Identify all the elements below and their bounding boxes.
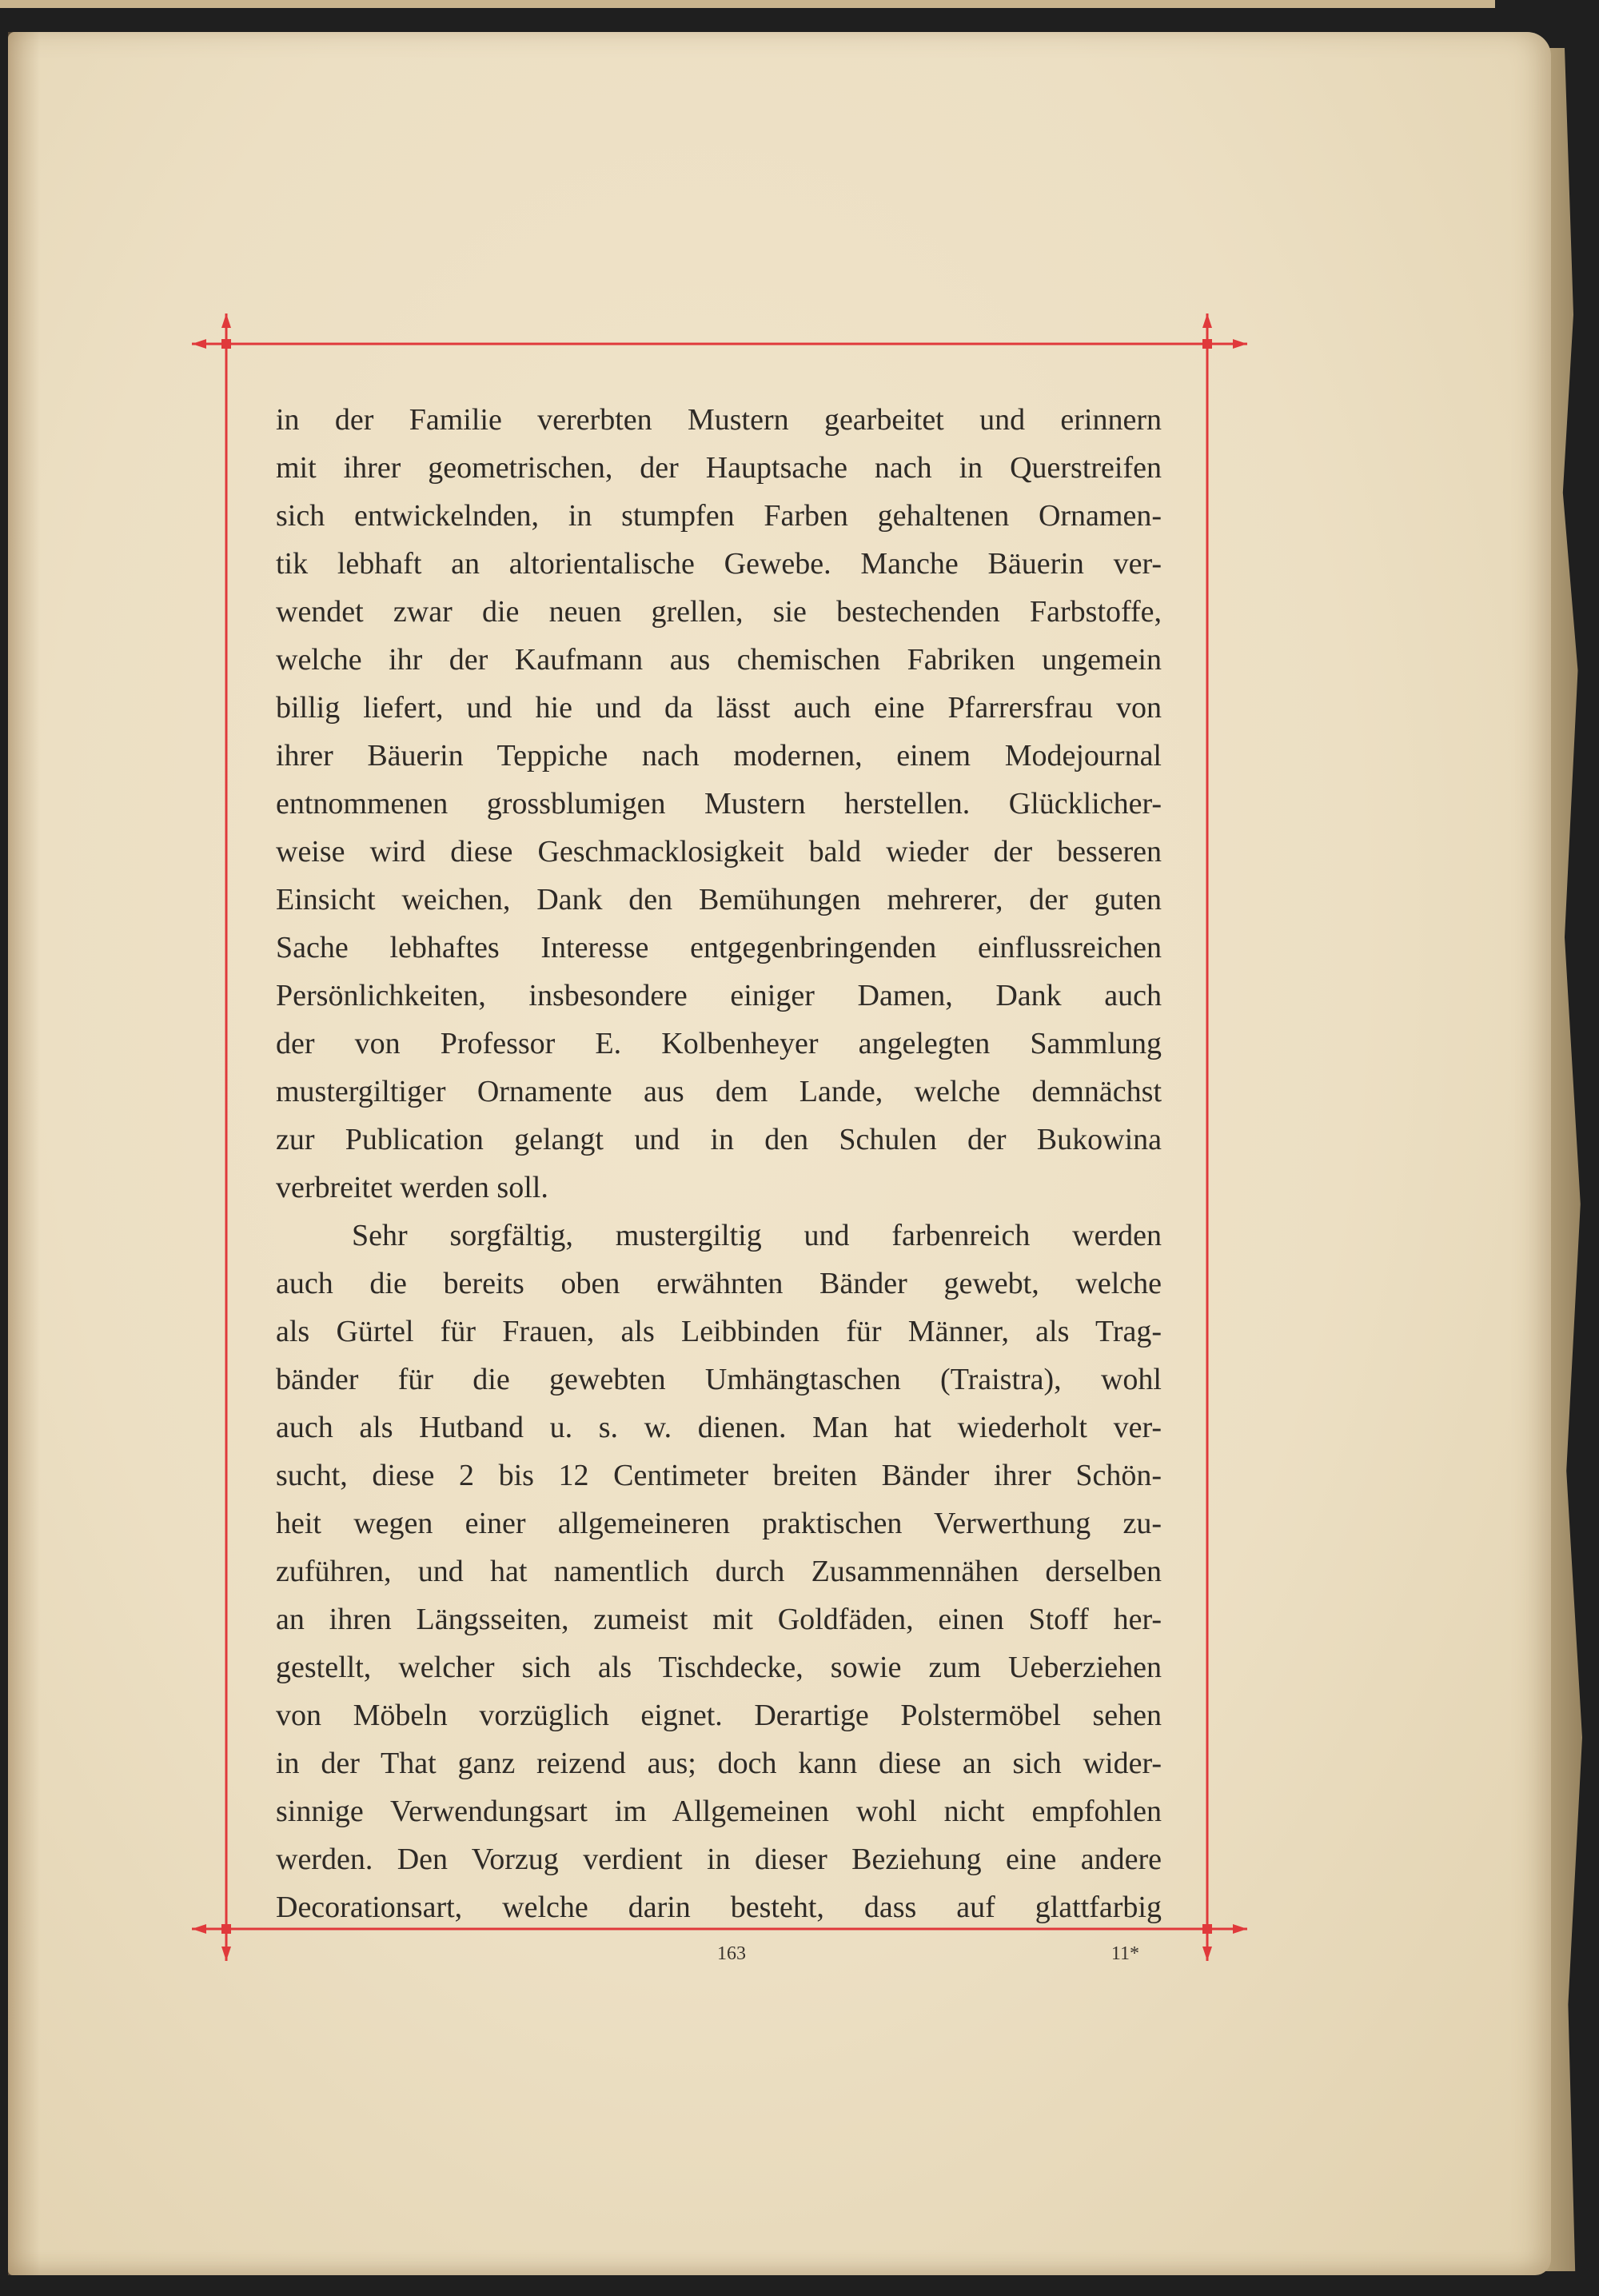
text-line: welche ihr der Kaufmann aus chemischen Fabriken ungemein <box>276 643 1162 677</box>
text-line: sucht, diese 2 bis 12 Centimeter breiten Bänder ihrer Schön- <box>276 1459 1162 1492</box>
text-line: in der Familie vererbten Mustern gearbeitet und erinnern <box>276 403 1162 437</box>
text-line: zur Publication gelangt und in den Schulen der Bukowina <box>276 1123 1162 1156</box>
body-text <box>276 396 1162 1931</box>
text-line: Sehr sorgfältig, mustergiltig und farbenreich werden <box>352 1219 1162 1252</box>
text-line: tik lebhaft an altorientalische Gewebe. Manche Bäuerin ver- <box>276 547 1162 581</box>
text-line: billig liefert, und hie und da lässt auch eine Pfarrersfrau von <box>276 691 1162 725</box>
text-line: wendet zwar die neuen grellen, sie bestechenden Farbstoffe, <box>276 595 1162 629</box>
text-line: sinnige Verwendungsart im Allgemeinen wohl nicht empfohlen <box>276 1795 1162 1828</box>
text-line: Einsicht weichen, Dank den Bemühungen mehrerer, der guten <box>276 883 1162 916</box>
text-line: verbreitet werden soll. <box>276 1171 548 1204</box>
text-line: an ihren Längsseiten, zumeist mit Goldfäden, einen Stoff her- <box>276 1603 1162 1636</box>
text-line: auch die bereits oben erwähnten Bänder gewebt, welche <box>276 1267 1162 1300</box>
text-line: sich entwickelnden, in stumpfen Farben gehaltenen Ornamen- <box>276 499 1162 533</box>
text-line: zuführen, und hat namentlich durch Zusammennähen derselben <box>276 1555 1162 1588</box>
page-number: 163 <box>717 1943 746 1964</box>
text-line: auch als Hutband u. s. w. dienen. Man hat wiederholt ver- <box>276 1411 1162 1444</box>
printer-signature-mark: 11* <box>1111 1943 1139 1964</box>
text-line: in der That ganz reizend aus; doch kann diese an sich wider- <box>276 1747 1162 1780</box>
text-line: heit wegen einer allgemeineren praktischen Verwerthung zu- <box>276 1507 1162 1540</box>
text-line: weise wird diese Geschmacklosigkeit bald wieder der besseren <box>276 835 1162 868</box>
text-line: entnommenen grossblumigen Mustern herstellen. Glücklicher- <box>276 787 1162 821</box>
text-line: bänder für die gewebten Umhängtaschen (Traistra), wohl <box>276 1363 1162 1396</box>
text-line: mustergiltiger Ornamente aus dem Lande, welche demnächst <box>276 1075 1162 1108</box>
text-line: werden. Den Vorzug verdient in dieser Beziehung eine andere <box>276 1843 1162 1876</box>
text-line: ihrer Bäuerin Teppiche nach modernen, einem Modejournal <box>276 739 1162 773</box>
text-line: der von Professor E. Kolbenheyer angelegten Sammlung <box>276 1027 1162 1060</box>
text-line: Decorationsart, welche darin besteht, dass auf glattfarbig <box>276 1891 1162 1924</box>
text-line: Persönlichkeiten, insbesondere einiger Damen, Dank auch <box>276 979 1162 1012</box>
text-line: gestellt, welcher sich als Tischdecke, sowie zum Ueberziehen <box>276 1651 1162 1684</box>
text-line: Sache lebhaftes Interesse entgegenbringenden einflussreichen <box>276 931 1162 964</box>
text-line: mit ihrer geometrischen, der Hauptsache nach in Querstreifen <box>276 451 1162 485</box>
text-line: von Möbeln vorzüglich eignet. Derartige Polstermöbel sehen <box>276 1699 1162 1732</box>
text-line: als Gürtel für Frauen, als Leibbinden für Männer, als Trag- <box>276 1315 1162 1348</box>
